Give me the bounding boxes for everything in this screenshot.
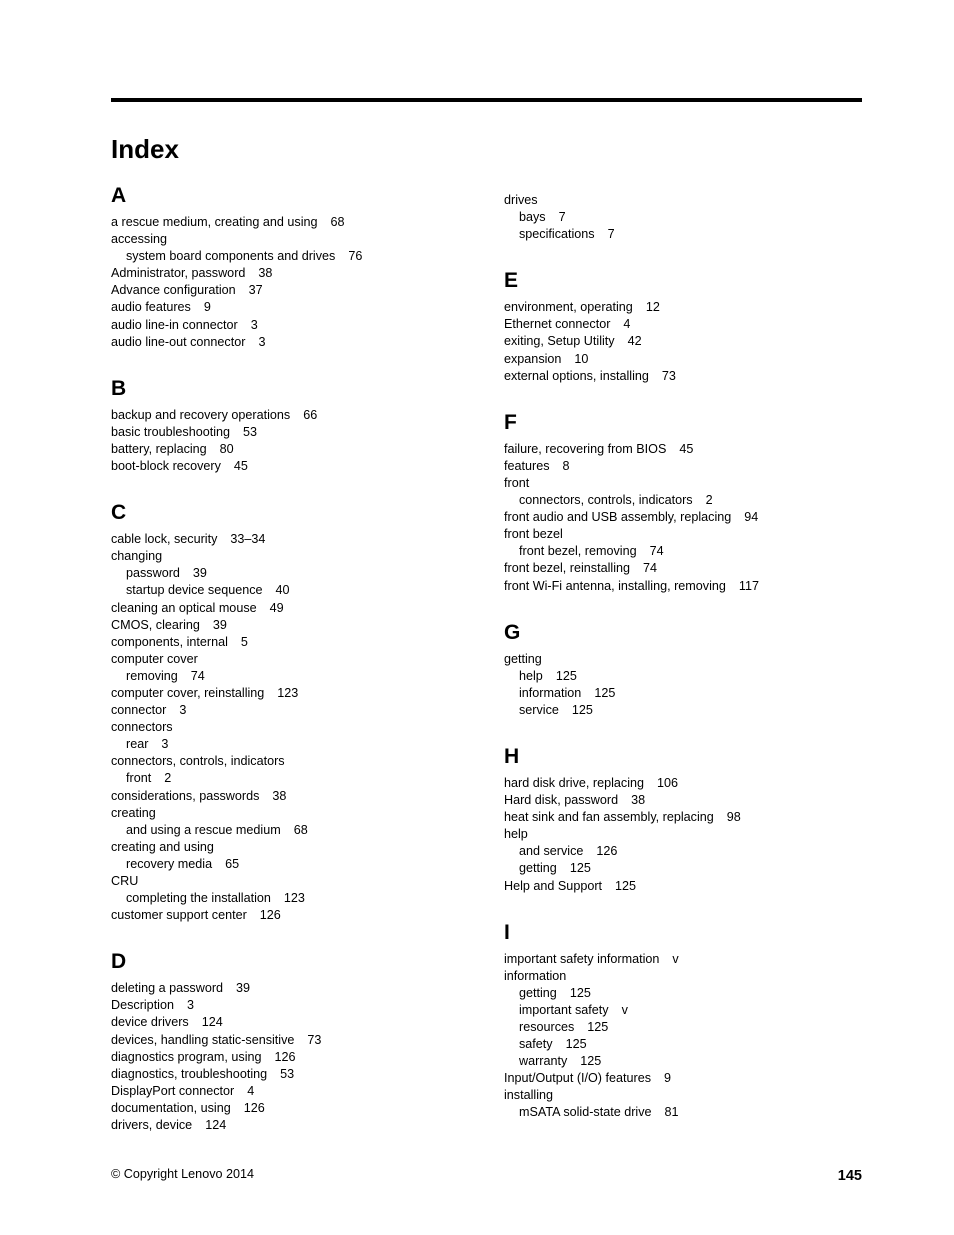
index-term: drivers, device bbox=[111, 1118, 193, 1133]
index-term: front bbox=[126, 771, 152, 786]
index-term: cable lock, security bbox=[111, 532, 218, 547]
index-entry bbox=[504, 878, 884, 895]
index-page-ref: 125 bbox=[565, 1037, 587, 1052]
index-page-ref: 3 bbox=[258, 334, 266, 349]
index-entry bbox=[111, 788, 491, 805]
index-term: failure, recovering from BIOS bbox=[504, 441, 667, 456]
index-term: specifications bbox=[519, 227, 595, 242]
index-subentry bbox=[504, 668, 884, 685]
index-subentry bbox=[111, 668, 491, 685]
index-group-continued bbox=[504, 192, 884, 243]
index-page-ref: 2 bbox=[164, 771, 172, 786]
index-entry bbox=[504, 951, 884, 968]
index-entry bbox=[111, 424, 491, 441]
index-page-ref: 73 bbox=[307, 1032, 322, 1047]
index-entry bbox=[111, 1049, 491, 1066]
index-subentry bbox=[504, 1053, 884, 1070]
index-term: creating and using bbox=[111, 839, 214, 854]
index-entry bbox=[111, 873, 491, 890]
index-entry bbox=[111, 1100, 491, 1117]
index-column-right bbox=[504, 184, 884, 1148]
index-subentry bbox=[111, 736, 491, 753]
index-term: creating bbox=[111, 805, 156, 820]
index-term: exiting, Setup Utility bbox=[504, 334, 615, 349]
index-entry bbox=[504, 299, 884, 316]
index-page-ref: 42 bbox=[627, 334, 642, 349]
index-entry bbox=[111, 231, 491, 248]
index-term: connector bbox=[111, 703, 167, 718]
index-term: help bbox=[504, 827, 528, 842]
index-entry bbox=[111, 265, 491, 282]
index-subentry bbox=[504, 843, 884, 860]
index-term: cleaning an optical mouse bbox=[111, 600, 257, 615]
index-subentry bbox=[504, 492, 884, 509]
index-page-ref: 123 bbox=[283, 891, 305, 906]
index-term: Advance configuration bbox=[111, 283, 236, 298]
index-entry bbox=[111, 702, 491, 719]
index-page-ref: 125 bbox=[571, 702, 593, 717]
index-term: recovery media bbox=[126, 856, 213, 871]
index-term: accessing bbox=[111, 232, 168, 247]
index-term: hard disk drive, replacing bbox=[504, 775, 645, 790]
index-group-d bbox=[111, 950, 491, 1134]
index-page-ref: 126 bbox=[259, 908, 281, 923]
index-term: important safety bbox=[519, 1002, 609, 1017]
index-term: connectors, controls, indicators bbox=[519, 493, 693, 508]
index-term: connectors, controls, indicators bbox=[111, 754, 285, 769]
index-term: CRU bbox=[111, 874, 139, 888]
index-term: help bbox=[519, 668, 543, 683]
index-page-ref: v bbox=[672, 951, 679, 966]
index-term: environment, operating bbox=[504, 300, 633, 315]
index-letter-heading: I bbox=[504, 920, 510, 944]
index-entry bbox=[111, 805, 491, 822]
index-letter-heading: G bbox=[504, 620, 521, 644]
index-entry bbox=[504, 651, 884, 668]
index-entry bbox=[111, 634, 491, 651]
index-entry bbox=[111, 282, 491, 299]
index-subentry bbox=[111, 822, 491, 839]
index-entry bbox=[504, 368, 884, 385]
index-page-ref: 117 bbox=[738, 578, 759, 593]
index-term: Help and Support bbox=[504, 878, 603, 893]
index-entry bbox=[504, 509, 884, 526]
index-entry bbox=[504, 458, 884, 475]
index-letter-heading: E bbox=[504, 269, 519, 293]
index-page-ref: 3 bbox=[161, 737, 169, 752]
index-page-ref: 2 bbox=[705, 493, 713, 508]
index-page-ref: 73 bbox=[661, 368, 676, 383]
index-entry bbox=[111, 907, 491, 924]
index-entry bbox=[111, 214, 491, 231]
index-entry bbox=[111, 1117, 491, 1134]
index-entry bbox=[111, 753, 491, 770]
index-subentry bbox=[504, 1002, 884, 1019]
index-page-ref: 80 bbox=[219, 441, 234, 456]
index-page-ref: 106 bbox=[657, 775, 679, 790]
index-page-ref: v bbox=[621, 1002, 628, 1017]
index-subentry bbox=[504, 226, 884, 243]
index-term: heat sink and fan assembly, replacing bbox=[504, 810, 714, 825]
index-page-ref: 74 bbox=[643, 561, 658, 576]
index-term: front Wi-Fi antenna, installing, removing bbox=[504, 578, 726, 593]
index-entry bbox=[504, 560, 884, 577]
index-page-ref: 3 bbox=[250, 317, 258, 332]
index-entry bbox=[504, 351, 884, 368]
index-subentry bbox=[504, 985, 884, 1002]
index-entry bbox=[504, 775, 884, 792]
index-entry bbox=[111, 719, 491, 736]
header-rule bbox=[111, 98, 862, 102]
index-page-ref: 9 bbox=[664, 1071, 672, 1086]
index-subentry bbox=[504, 1036, 884, 1053]
index-term: considerations, passwords bbox=[111, 788, 260, 803]
index-entry bbox=[504, 809, 884, 826]
index-entry bbox=[111, 1083, 491, 1100]
index-page-ref: 81 bbox=[664, 1105, 679, 1120]
index-term: components, internal bbox=[111, 634, 228, 649]
index-page-ref: 94 bbox=[744, 510, 759, 525]
index-page-ref: 76 bbox=[348, 249, 363, 264]
index-page-ref: 53 bbox=[243, 424, 258, 439]
index-term: diagnostics, troubleshooting bbox=[111, 1066, 268, 1081]
index-term: getting bbox=[519, 861, 557, 876]
index-letter-heading: B bbox=[111, 376, 127, 400]
index-term: battery, replacing bbox=[111, 441, 207, 456]
index-term: Ethernet connector bbox=[504, 317, 611, 332]
index-entry bbox=[111, 531, 491, 548]
index-term: customer support center bbox=[111, 908, 247, 923]
index-entry bbox=[504, 1087, 884, 1104]
index-entry bbox=[504, 475, 884, 492]
index-group-g bbox=[504, 621, 884, 719]
index-page-ref: 126 bbox=[274, 1049, 296, 1064]
copyright-notice: © Copyright Lenovo 2014 bbox=[111, 1167, 255, 1181]
index-entry bbox=[111, 839, 491, 856]
index-subentry bbox=[111, 565, 491, 582]
index-subentry bbox=[504, 1104, 884, 1121]
index-term: installing bbox=[504, 1088, 554, 1103]
index-page-ref: 9 bbox=[203, 300, 211, 315]
index-group-e bbox=[504, 269, 884, 384]
index-term: warranty bbox=[519, 1054, 568, 1069]
index-term: getting bbox=[504, 651, 542, 666]
index-page-ref: 12 bbox=[645, 300, 660, 315]
index-term: removing bbox=[126, 668, 178, 683]
index-subentry bbox=[111, 582, 491, 599]
index-page-ref: 39 bbox=[192, 566, 207, 581]
index-entry bbox=[111, 651, 491, 668]
index-term: startup device sequence bbox=[126, 583, 263, 598]
index-subentry bbox=[504, 860, 884, 877]
index-term: features bbox=[504, 458, 550, 473]
index-term: deleting a password bbox=[111, 981, 224, 996]
index-page-ref: 4 bbox=[247, 1083, 255, 1098]
index-page-ref: 124 bbox=[205, 1118, 227, 1133]
index-term: devices, handling static-sensitive bbox=[111, 1032, 295, 1047]
index-term: external options, installing bbox=[504, 368, 649, 383]
index-term: audio line-out connector bbox=[111, 334, 246, 349]
index-page-ref: 125 bbox=[587, 1020, 609, 1034]
index-page-ref: 125 bbox=[569, 861, 591, 876]
index-page-ref: 49 bbox=[269, 600, 284, 615]
index-entry bbox=[111, 458, 491, 475]
index-entry bbox=[111, 407, 491, 424]
index-page-ref: 45 bbox=[233, 459, 248, 474]
index-page-ref: 10 bbox=[574, 351, 589, 366]
index-entry bbox=[111, 441, 491, 458]
index-entry bbox=[111, 600, 491, 617]
index-page-ref: 68 bbox=[293, 822, 308, 837]
index-term: getting bbox=[519, 985, 557, 1000]
index-entry bbox=[111, 548, 491, 565]
index-term: expansion bbox=[504, 351, 562, 366]
index-page-ref: 7 bbox=[558, 210, 566, 225]
index-page-ref: 126 bbox=[596, 844, 618, 859]
index-term: documentation, using bbox=[111, 1100, 231, 1115]
index-letter-heading: C bbox=[111, 501, 127, 525]
index-entry bbox=[111, 617, 491, 634]
index-page-ref: 65 bbox=[225, 856, 240, 871]
index-term: changing bbox=[111, 549, 163, 564]
index-subentry bbox=[111, 770, 491, 787]
index-page-ref: 39 bbox=[236, 981, 251, 996]
index-term: information bbox=[519, 685, 582, 700]
index-entry bbox=[504, 526, 884, 543]
index-entry bbox=[504, 333, 884, 350]
index-term: Description bbox=[111, 998, 174, 1013]
index-term: rear bbox=[126, 737, 149, 752]
index-term: basic troubleshooting bbox=[111, 424, 231, 439]
index-term: Input/Output (I/O) features bbox=[504, 1071, 651, 1086]
index-term: mSATA solid-state drive bbox=[519, 1105, 652, 1120]
index-page-ref: 38 bbox=[272, 788, 287, 803]
index-page-ref: 74 bbox=[190, 668, 205, 683]
index-page-ref: 68 bbox=[330, 215, 345, 229]
index-letter-heading: F bbox=[504, 410, 517, 434]
index-term: computer cover, reinstalling bbox=[111, 685, 265, 700]
index-page-ref: 98 bbox=[726, 810, 741, 825]
index-term: audio line-in connector bbox=[111, 317, 238, 332]
index-page-ref: 3 bbox=[187, 998, 195, 1013]
index-term: Hard disk, password bbox=[504, 793, 619, 808]
index-page-ref: 7 bbox=[607, 227, 615, 242]
index-group-a bbox=[111, 184, 491, 351]
index-page-ref: 125 bbox=[615, 878, 637, 893]
index-entry bbox=[504, 578, 884, 595]
index-entry bbox=[111, 1014, 491, 1031]
index-page-ref: 74 bbox=[649, 544, 664, 559]
index-group-c bbox=[111, 501, 491, 924]
index-term: front bezel, removing bbox=[519, 544, 637, 559]
index-page-ref: 125 bbox=[580, 1054, 602, 1069]
index-letter-heading: A bbox=[111, 184, 127, 207]
index-page-ref: 3 bbox=[179, 703, 187, 718]
index-entry bbox=[111, 317, 491, 334]
index-letter-heading: H bbox=[504, 744, 520, 768]
index-term: important safety information bbox=[504, 951, 660, 966]
index-term: safety bbox=[519, 1037, 553, 1052]
index-subentry bbox=[111, 890, 491, 907]
index-term: Administrator, password bbox=[111, 266, 246, 281]
index-entry bbox=[504, 316, 884, 333]
index-page-ref: 37 bbox=[248, 283, 263, 298]
index-term: and using a rescue medium bbox=[126, 822, 281, 837]
index-term: front bezel, reinstalling bbox=[504, 561, 631, 576]
index-page-ref: 126 bbox=[243, 1100, 265, 1115]
index-entry bbox=[504, 441, 884, 458]
index-term: a rescue medium, creating and using bbox=[111, 215, 318, 229]
index-term: completing the installation bbox=[126, 891, 271, 906]
index-term: service bbox=[519, 702, 559, 717]
index-term: front bezel bbox=[504, 527, 563, 542]
index-page-ref: 45 bbox=[679, 441, 694, 456]
index-entry bbox=[111, 980, 491, 997]
index-column-left bbox=[111, 184, 491, 1160]
index-term: information bbox=[504, 968, 567, 983]
index-term: CMOS, clearing bbox=[111, 617, 200, 632]
index-group-f bbox=[504, 411, 884, 595]
index-page-ref: 5 bbox=[240, 634, 248, 649]
index-term: front audio and USB assembly, replacing bbox=[504, 510, 732, 525]
index-subentry bbox=[504, 685, 884, 702]
index-term: backup and recovery operations bbox=[111, 407, 291, 422]
index-term: DisplayPort connector bbox=[111, 1083, 235, 1098]
index-term: drives bbox=[504, 193, 538, 207]
index-term: computer cover bbox=[111, 651, 198, 666]
index-group-h bbox=[504, 745, 884, 895]
index-term: system board components and drives bbox=[126, 249, 336, 264]
index-page-ref: 8 bbox=[562, 458, 570, 473]
index-term: front bbox=[504, 475, 530, 490]
index-entry bbox=[111, 1032, 491, 1049]
index-term: password bbox=[126, 566, 180, 581]
index-page-ref: 33–34 bbox=[230, 532, 266, 547]
index-page-ref: 123 bbox=[277, 685, 299, 700]
index-term: device drivers bbox=[111, 1015, 189, 1030]
index-term: audio features bbox=[111, 300, 191, 315]
index-page-ref: 53 bbox=[280, 1066, 295, 1081]
index-page-ref: 38 bbox=[258, 266, 273, 281]
index-subentry bbox=[504, 1019, 884, 1036]
index-page-ref: 38 bbox=[631, 793, 646, 808]
index-page-ref: 124 bbox=[201, 1015, 223, 1030]
index-term: and service bbox=[519, 844, 584, 859]
index-page-ref: 66 bbox=[303, 407, 318, 422]
index-entry bbox=[111, 1066, 491, 1083]
index-term: boot-block recovery bbox=[111, 459, 221, 474]
index-page-ref: 125 bbox=[569, 985, 591, 1000]
index-term: bays bbox=[519, 210, 546, 225]
page-title: Index bbox=[111, 134, 179, 164]
index-entry bbox=[504, 792, 884, 809]
index-subentry bbox=[111, 856, 491, 873]
index-letter-heading: D bbox=[111, 950, 127, 974]
index-entry bbox=[111, 299, 491, 316]
index-page-ref: 39 bbox=[212, 617, 227, 632]
index-page-ref: 125 bbox=[555, 668, 577, 683]
index-term: diagnostics program, using bbox=[111, 1049, 262, 1064]
index-subentry bbox=[504, 702, 884, 719]
index-entry bbox=[111, 334, 491, 351]
index-page-ref: 125 bbox=[594, 685, 616, 700]
index-entry bbox=[504, 968, 884, 985]
index-entry bbox=[504, 192, 884, 209]
index-group-b bbox=[111, 377, 491, 475]
index-entry bbox=[504, 1070, 884, 1087]
page-number: 145 bbox=[837, 1168, 862, 1184]
index-group-i bbox=[504, 921, 884, 1122]
index-term: connectors bbox=[111, 720, 173, 735]
index-entry bbox=[111, 997, 491, 1014]
index-entry bbox=[111, 685, 491, 702]
index-page-ref: 4 bbox=[623, 317, 631, 332]
index-term: resources bbox=[519, 1020, 575, 1034]
index-page-ref: 40 bbox=[275, 583, 290, 598]
index-entry bbox=[504, 826, 884, 843]
index-subentry bbox=[504, 209, 884, 226]
index-subentry bbox=[111, 248, 491, 265]
index-subentry bbox=[504, 543, 884, 560]
